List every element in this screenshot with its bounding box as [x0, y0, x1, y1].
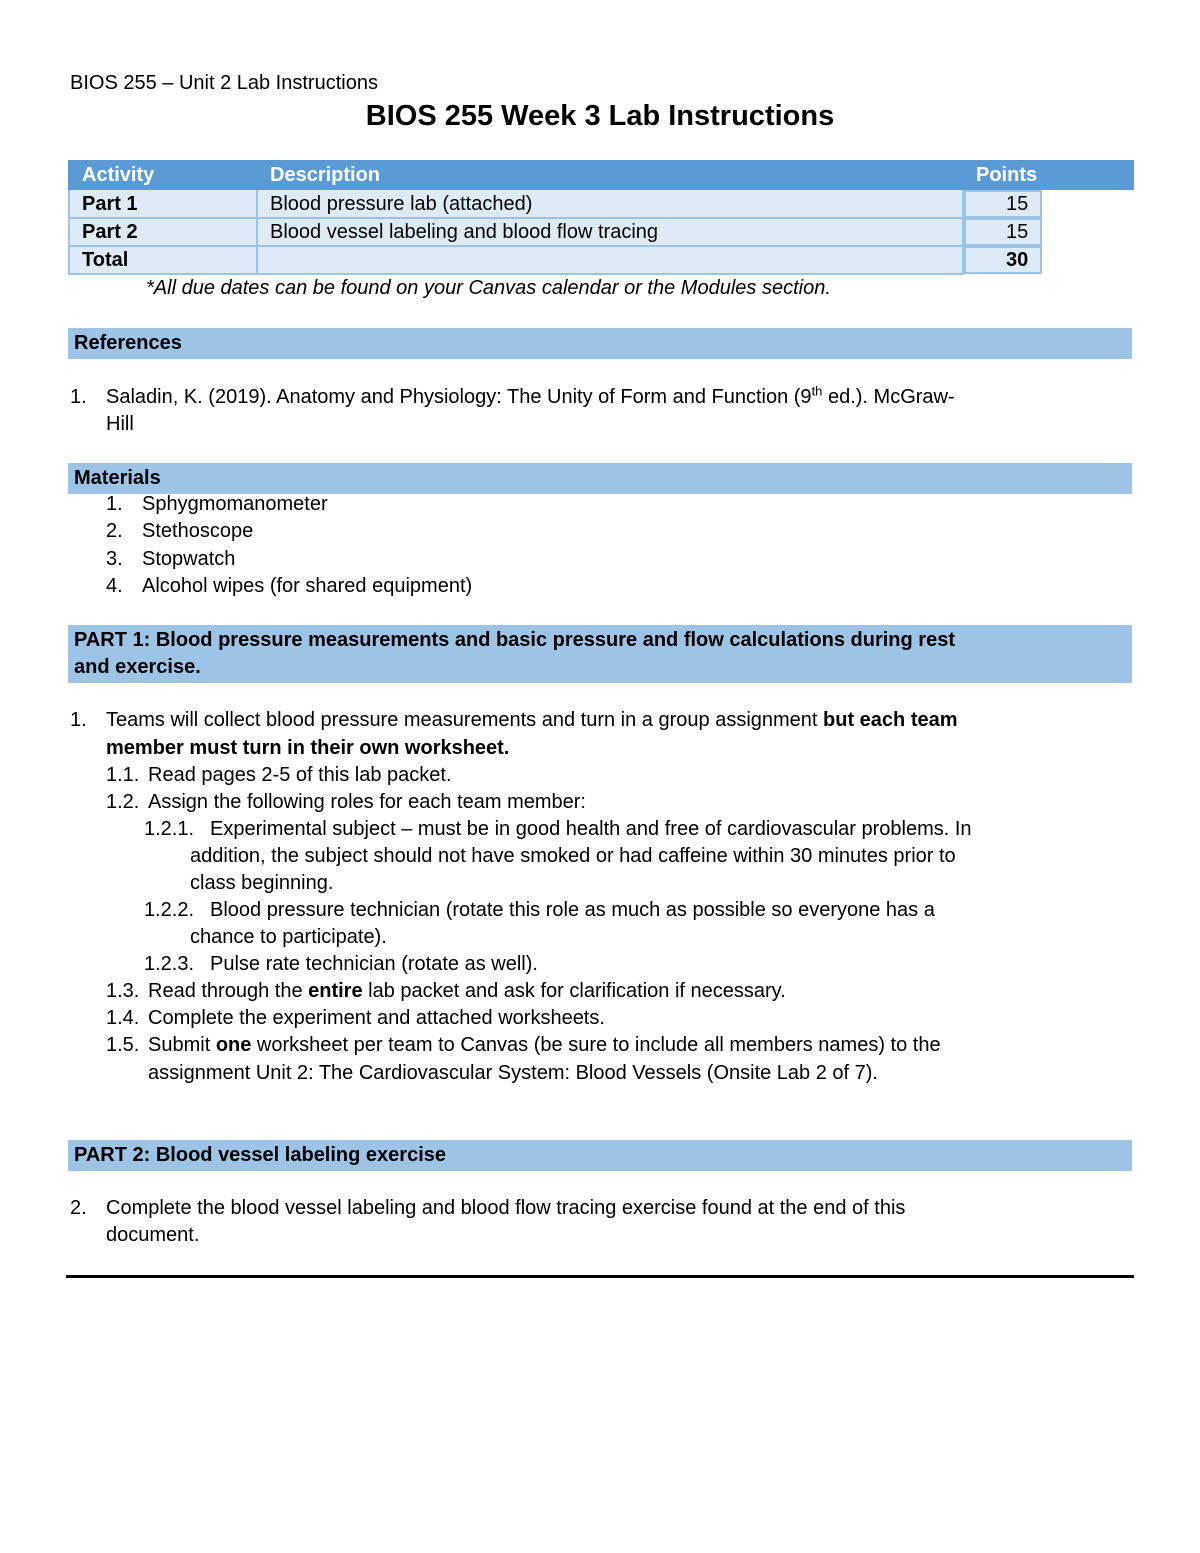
sub-sublist-item: 1.2.2. Blood pressure technician (rotate this role as much as possible so everyone has a — [144, 899, 935, 921]
due-date-note: *All due dates can be found on your Canvas calendar or the Modules section. — [146, 277, 831, 299]
activity-cell: Part 2 — [69, 218, 257, 246]
sublist-item: 1.4. Complete the experiment and attached worksheets. — [106, 1007, 605, 1029]
sublist-item: 1.2. Assign the following roles for each team member: — [106, 791, 586, 813]
table-row — [69, 189, 1133, 218]
points-cell: 15 — [964, 218, 1042, 246]
list-item: 3. Stopwatch — [106, 548, 236, 570]
list-item: 4. Alcohol wipes (for shared equipment) — [106, 575, 473, 597]
list-item-continuation: document. — [106, 1224, 200, 1246]
part1-heading: PART 1: Blood pressure measurements and basic pressure and flow calculations during rest and exercise. — [68, 625, 1132, 683]
list-item: 1. Teams will collect blood pressure measurements and turn in a group assignment but each team — [70, 709, 958, 731]
points-total-cell: 30 — [964, 246, 1042, 274]
part2-heading: PART 2: Blood vessel labeling exercise — [68, 1140, 1132, 1171]
list-item-continuation: assignment Unit 2: The Cardiovascular System: Blood Vessels (Onsite Lab 2 of 7). — [148, 1062, 878, 1084]
description-cell — [257, 246, 963, 274]
column-header-description: Description — [257, 161, 963, 189]
list-item-continuation: member must turn in their own worksheet. — [106, 737, 510, 759]
list-number: 1. — [70, 386, 87, 408]
list-item: 1. Sphygmomanometer — [106, 493, 328, 515]
list-item-continuation: addition, the subject should not have smoked or had caffeine within 30 minutes prior to — [190, 845, 956, 867]
activity-cell: Total — [69, 246, 257, 274]
list-item: 2. Stethoscope — [106, 520, 254, 542]
page-title: BIOS 255 Week 3 Lab Instructions — [365, 100, 835, 132]
table-row — [69, 218, 1133, 246]
list-item: 1. Saladin, K. (2019). Anatomy and Physiology: The Unity of Form and Function (9th ed.). McGraw- — [70, 384, 955, 411]
references-heading: References — [68, 328, 1132, 359]
column-header-activity: Activity — [69, 161, 257, 189]
column-header-points: Points — [963, 161, 1133, 189]
points-cell: 15 — [964, 190, 1042, 218]
description-cell: Blood vessel labeling and blood flow tracing — [257, 218, 963, 246]
list-item-continuation: Hill — [106, 413, 134, 435]
table-header-row — [69, 161, 1133, 189]
horizontal-rule — [66, 1275, 1134, 1278]
materials-heading: Materials — [68, 463, 1132, 494]
sublist-item: 1.3. Read through the entire lab packet and ask for clarification if necessary. — [106, 980, 786, 1002]
sublist-item: 1.5. Submit one worksheet per team to Canvas (be sure to include all members names) to the — [106, 1034, 941, 1056]
sub-sublist-item: 1.2.1. Experimental subject – must be in good health and free of cardiovascular problems. In — [144, 818, 972, 840]
grading-table — [68, 160, 1134, 275]
sublist-item: 1.1. Read pages 2-5 of this lab packet. — [106, 764, 452, 786]
description-cell: Blood pressure lab (attached) — [257, 189, 963, 218]
list-item-continuation: class beginning. — [190, 872, 334, 894]
list-item-continuation: chance to participate). — [190, 926, 387, 948]
course-header: BIOS 255 – Unit 2 Lab Instructions — [70, 72, 378, 94]
sub-sublist-item: 1.2.3. Pulse rate technician (rotate as well). — [144, 953, 538, 975]
list-item: 2. Complete the blood vessel labeling and blood flow tracing exercise found at the end of this — [70, 1197, 906, 1219]
activity-cell: Part 1 — [69, 189, 257, 218]
table-row-total — [69, 246, 1133, 274]
